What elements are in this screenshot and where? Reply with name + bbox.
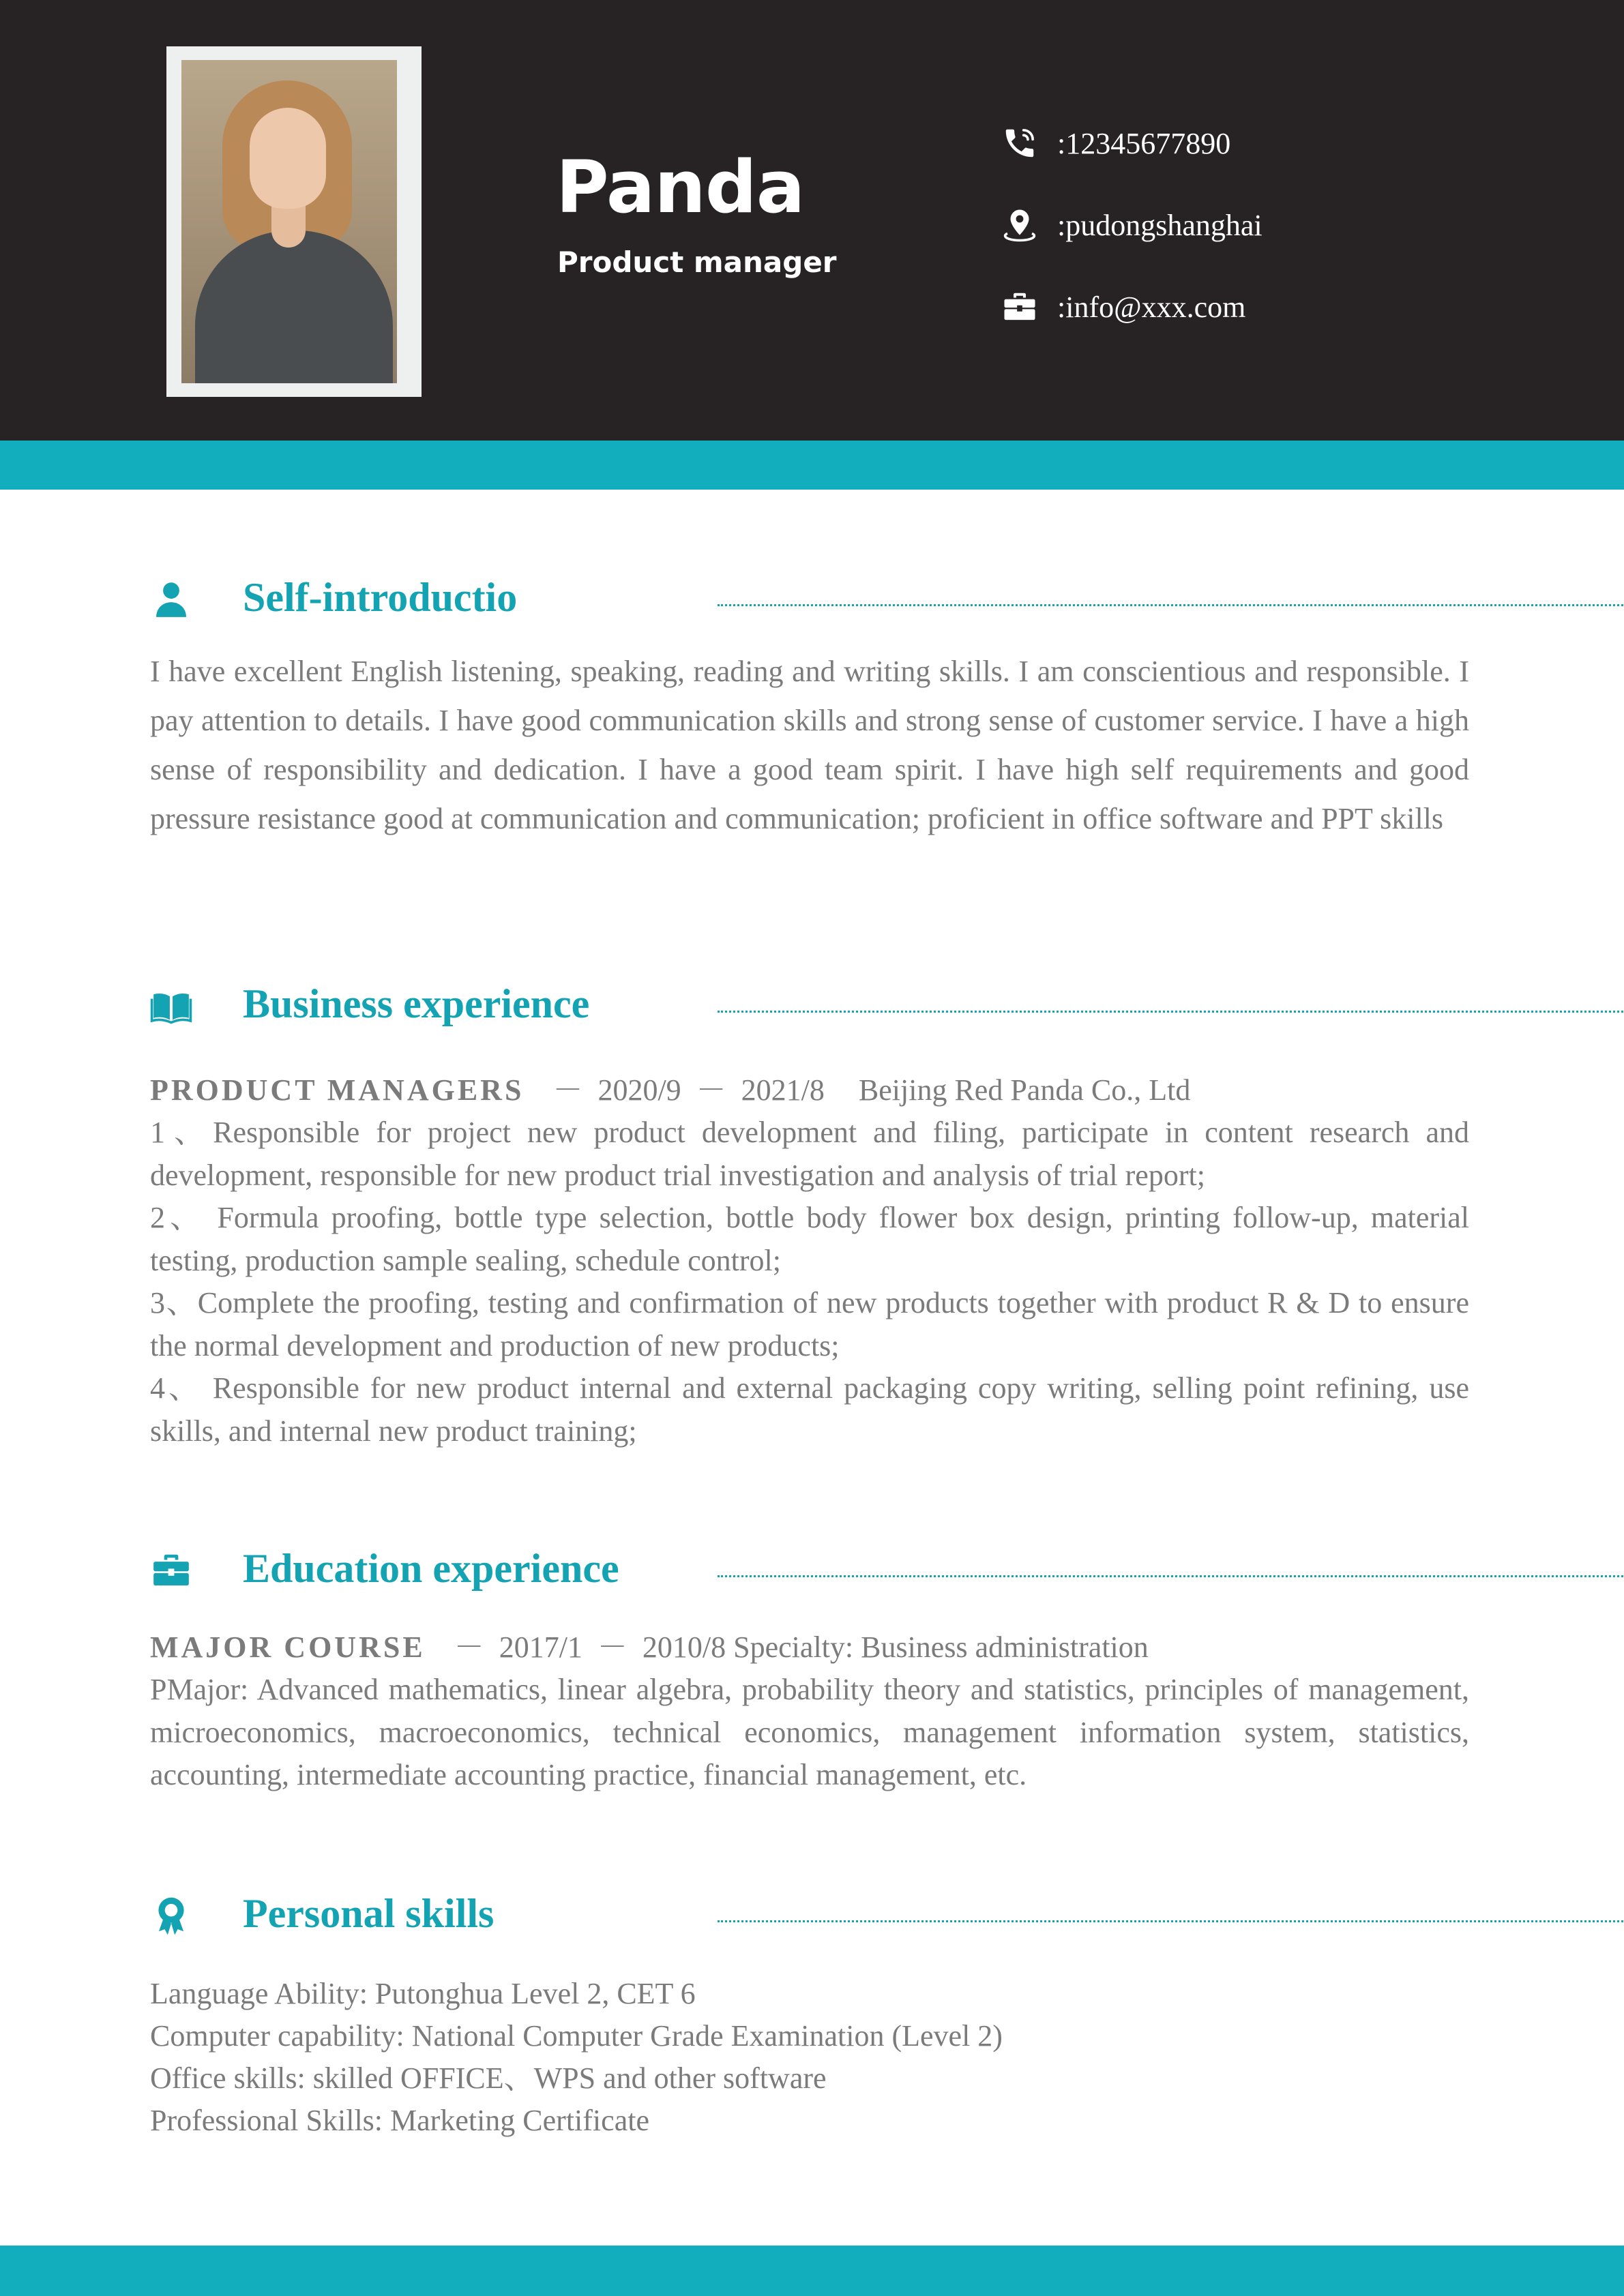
intro-text: I have excellent English listening, speaking, reading and writing skills. I am conscientious and responsible. I pay attention to details. I have good communication skills and strong sense of customer service. I have a high sense of responsibility and dedication. I have a good team spirit. I have high self requirements and good pressure resistance good at communication and communication; proficient in office software and PPT skills <box>150 655 1469 835</box>
company-name: Beijing Red Panda Co., Ltd <box>858 1073 1191 1107</box>
contact-location <box>1001 205 1263 245</box>
profile-photo <box>181 60 397 383</box>
list-item: 4、 Responsible for new product internal and external packaging copy writing, selling point refining, use skills, and internal new product training; <box>150 1371 1469 1448</box>
section-header-education <box>150 1541 1473 1596</box>
section-header-intro <box>150 570 1473 625</box>
job-title: PRODUCT MANAGERS <box>150 1073 525 1107</box>
open-book-icon <box>150 985 192 1027</box>
phone-number: :12345677890 <box>1057 126 1231 160</box>
business-entry-header: PRODUCT MANAGERS － 2020/9 － 2021/8 Beijing Red Panda Co., Ltd <box>150 1073 1191 1107</box>
section-title-education: Education experience <box>243 1546 619 1591</box>
specialty: Specialty: Business administration <box>733 1630 1149 1664</box>
section-divider <box>718 1011 1623 1013</box>
section-title-skills: Personal skills <box>243 1891 494 1936</box>
section-divider <box>718 1920 1623 1922</box>
list-item: Professional Skills: Marketing Certificate <box>150 2104 649 2137</box>
education-entry-header: MAJOR COURSE － 2017/1 － 2010/8 Specialty: Business administration <box>150 1630 1149 1664</box>
list-item: 3、Complete the proofing, testing and confirmation of new products together with product R & D to ensure the normal development and production of new products; <box>150 1286 1469 1362</box>
education-start-date: 2017/1 <box>499 1630 582 1664</box>
location-pin-icon <box>1001 207 1038 243</box>
list-item: Office skills: skilled OFFICE、WPS and other software <box>150 2061 827 2095</box>
candidate-name: Panda <box>556 145 805 229</box>
section-divider <box>718 1575 1623 1577</box>
job-end-date: 2021/8 <box>741 1073 825 1107</box>
list-item: 2、 Formula proofing, bottle type selection, bottle body flower box design, printing follow-up, material testing, production sample sealing, schedule control; <box>150 1201 1469 1277</box>
section-title-business: Business experience <box>243 981 590 1026</box>
header <box>0 0 1624 441</box>
contact-phone <box>1001 123 1230 164</box>
section-header-business <box>150 976 1473 1031</box>
briefcase-icon <box>1001 288 1038 325</box>
section-header-skills <box>150 1886 1473 1941</box>
person-icon <box>150 578 192 621</box>
briefcase-icon <box>150 1549 192 1592</box>
footer-accent-band <box>0 2246 1624 2296</box>
job-start-date: 2020/9 <box>597 1073 681 1107</box>
education-end-date: 2010/8 <box>642 1630 726 1664</box>
education-courses: PMajor: Advanced mathematics, linear algebra, probability theory and statistics, principles of management, microeconomics, macroeconomics, technical economics, management information system, statistics, accounting, intermediate accounting practice, financial management, etc. <box>150 1673 1469 1791</box>
section-divider <box>718 604 1623 606</box>
email-address: :info@xxx.com <box>1057 290 1246 324</box>
phone-icon <box>1001 125 1038 162</box>
list-item: 1、Responsible for project new product development and filing, participate in content research and development, responsible for new product trial investigation and analysis of trial report; <box>150 1116 1469 1192</box>
contact-email <box>1001 286 1245 327</box>
section-title-intro: Self-introductio <box>243 575 518 620</box>
list-item: Computer capability: National Computer Grade Examination (Level 2) <box>150 2019 1003 2053</box>
business-duties <box>150 1112 1469 1452</box>
list-item: Language Ability: Putonghua Level 2, CET 6 <box>150 1977 696 2010</box>
course-label: MAJOR COURSE <box>150 1630 426 1664</box>
header-accent-band <box>0 441 1624 490</box>
location-text: :pudongshanghai <box>1057 208 1263 242</box>
award-ribbon-icon <box>150 1894 192 1937</box>
candidate-role: Product manager <box>557 245 837 279</box>
profile-photo-frame <box>166 46 422 397</box>
